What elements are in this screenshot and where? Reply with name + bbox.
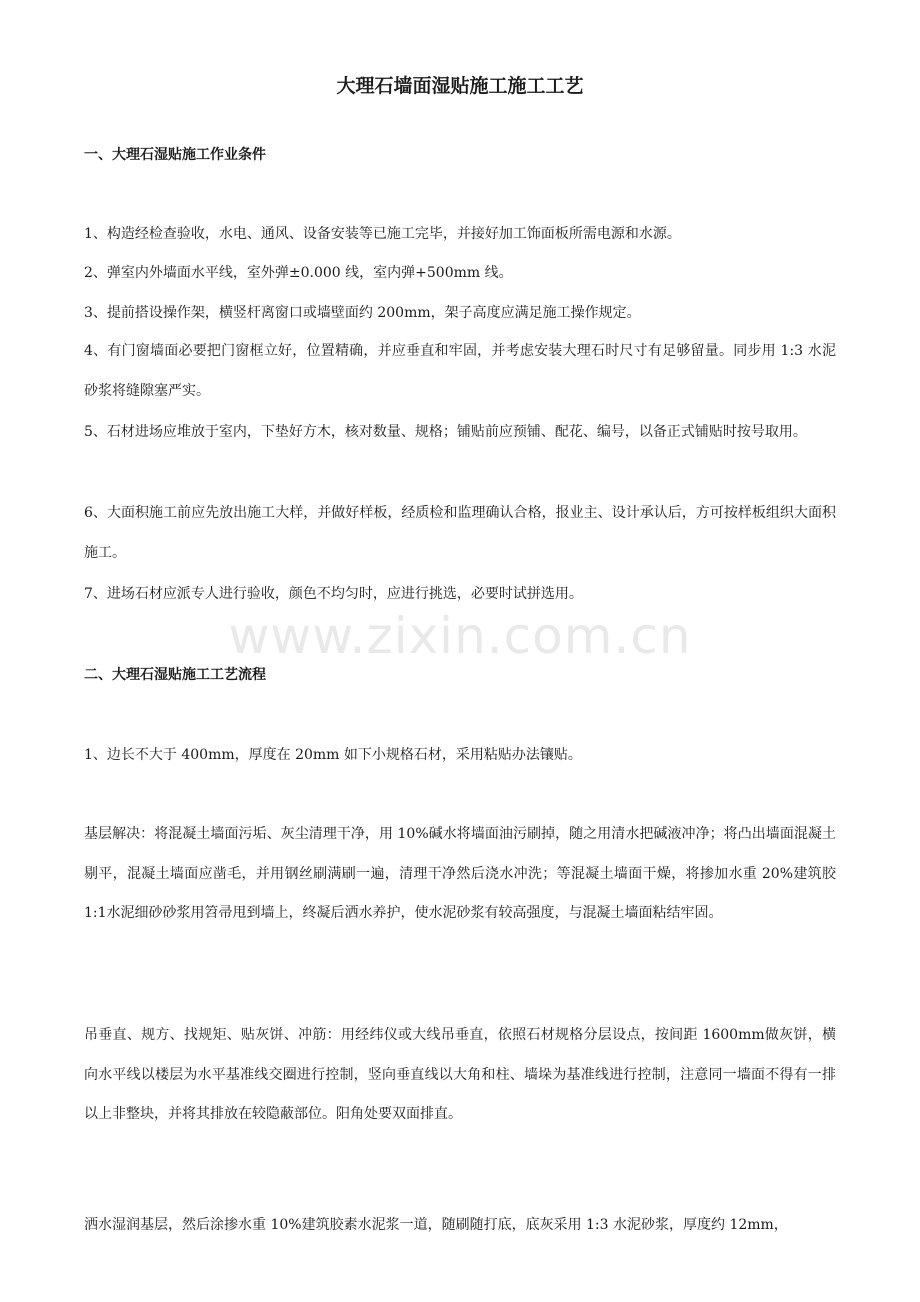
list-item: 6、大面积施工前应先放出施工大样，并做好样板，经质检和监理确认合格，报业主、设计承认后，方可按样板组织大面积施工。 [84, 505, 836, 561]
paragraph-plumb-leveling: 吊垂直、规方、找规矩、贴灰饼、冲筋：用经纬仪或大线吊垂直，依照石材规格分层设点，按间距 1600mm做灰饼，横向水平线以楼层为水平基准线交圈进行控制，竖向垂直线以大角和柱、墙垛为基准线进行控制，注意同一墙面不得有一排以上非整块，并将其排放在较隐蔽部位。阳角处要双面排直。 [84, 1027, 836, 1122]
list-item: 7、进场石材应派专人进行验收，颜色不均匀时，应进行挑选，必要时试拼选用。 [84, 586, 583, 602]
section-heading-conditions: 一、大理石湿贴施工作业条件 [84, 147, 266, 163]
list-item: 3、提前搭设操作架，横竖杆离窗口或墙壁面约 200mm，架子高度应满足施工操作规定。 [84, 305, 641, 321]
list-item: 1、构造经检查验收，水电、通风、设备安装等已施工完毕，并接好加工饰面板所需电源和水源。 [84, 226, 681, 242]
section-heading-process: 二、大理石湿贴施工工艺流程 [84, 667, 266, 683]
watermark: www.zixin.com.cn [228, 607, 692, 665]
list-item: 1、边长不大于 400mm，厚度在 20mm 如下小规格石材，采用粘贴办法镶贴。 [84, 747, 582, 763]
list-item: 2、弹室内外墙面水平线，室外弹±0.000 线，室内弹+500mm 线。 [84, 265, 513, 281]
list-item: 5、石材进场应堆放于室内，下垫好方木，核对数量、规格；铺贴前应预铺、配花、编号，以备正式铺贴时按号取用。 [84, 424, 807, 440]
paragraph-base-treatment: 基层解决：将混凝土墙面污垢、灰尘清理干净，用 10%碱水将墙面油污刷掉，随之用清水把碱液冲净；将凸出墙面混凝土剔平，混凝土墙面应凿毛，并用钢丝刷满刷一遍，清理干净然后浇水冲洗；等混凝土墙面干燥，将掺加水重 20%建筑胶 1:1水泥细砂砂浆用笤帚甩到墙上，终凝后洒水养护，使水泥砂浆有较高强度，与混凝土墙面粘结牢固。 [84, 826, 836, 921]
paragraph-moistening: 洒水湿润基层，然后涂掺水重 10%建筑胶素水泥浆一道，随刷随打底，底灰采用 1:3 水泥砂浆，厚度约 12mm， [84, 1217, 788, 1233]
list-item: 4、有门窗墙面必要把门窗框立好，位置精确，并应垂直和牢固，并考虑安装大理石时尺寸有足够留量。同步用 1:3 水泥砂浆将缝隙塞严实。 [84, 343, 836, 399]
document-title: 大理石墙面湿贴施工施工工艺 [336, 75, 584, 97]
